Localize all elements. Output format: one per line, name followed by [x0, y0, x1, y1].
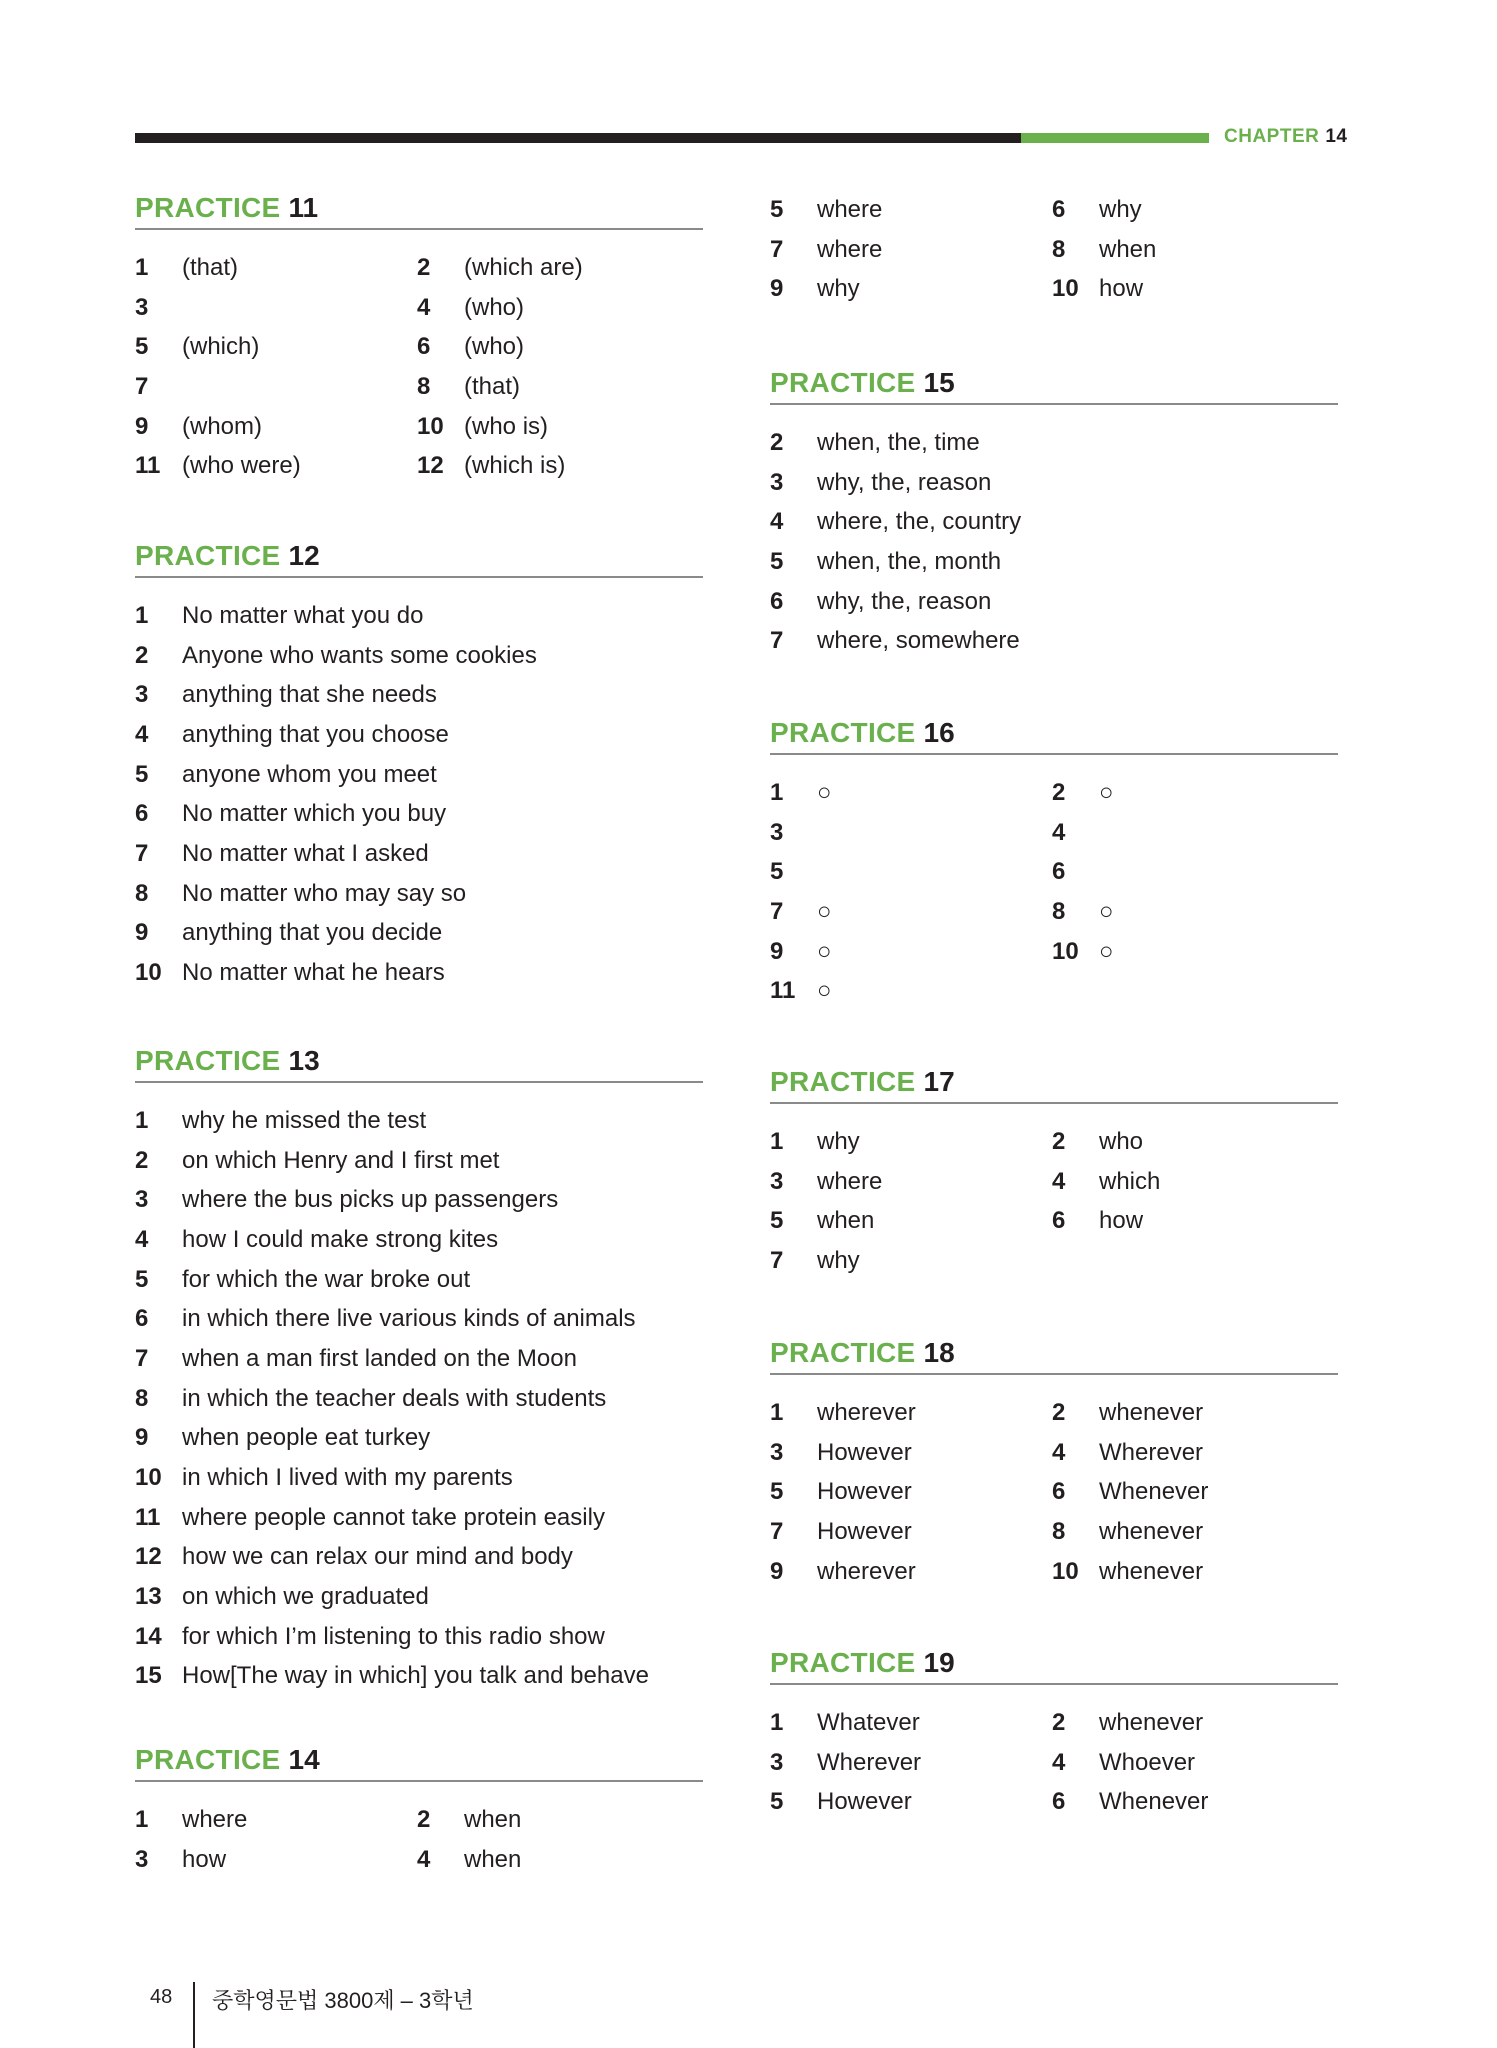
- answer-number: 5: [135, 760, 149, 788]
- header-rule-dark: [135, 133, 1021, 143]
- answer-number: 4: [1052, 818, 1066, 846]
- answer-item: [770, 1782, 1052, 1822]
- answer-text: where: [817, 235, 883, 263]
- answer-item: [1052, 269, 1338, 309]
- answer-number: 3: [135, 1845, 149, 1873]
- answer-text: No matter who may say so: [182, 879, 467, 907]
- answer-item: [770, 971, 1052, 1011]
- practice-19-heading: PRACTICE 19: [770, 1647, 1338, 1685]
- practice-12-answers: [135, 596, 703, 993]
- answer-number: 5: [135, 333, 149, 361]
- practice-14-answers-continued: [770, 190, 1338, 309]
- practice-11-answers: [135, 248, 703, 486]
- answer-number: 15: [135, 1662, 162, 1690]
- answer-item: [135, 715, 703, 755]
- practice-13-answers: [135, 1101, 703, 1696]
- answer-text: where: [817, 195, 883, 223]
- answer-text: wherever: [817, 1398, 916, 1426]
- answer-item: [135, 1800, 417, 1840]
- answer-text: ○: [1099, 778, 1114, 806]
- answer-text: when: [464, 1845, 522, 1873]
- practice-11-section: [135, 192, 703, 486]
- answer-text: anything that you decide: [182, 919, 443, 947]
- answer-item: [770, 892, 1052, 932]
- answer-number: 3: [770, 468, 784, 496]
- answer-text: Wherever: [817, 1748, 922, 1776]
- answer-number: 2: [135, 641, 149, 669]
- answer-text: However: [817, 1438, 912, 1466]
- answer-number: 8: [1052, 1517, 1066, 1545]
- footer-divider: [193, 1982, 195, 2048]
- answer-item: [1052, 892, 1338, 932]
- answer-number: 9: [770, 275, 784, 303]
- answer-number: 9: [135, 412, 149, 440]
- answer-number: 3: [135, 293, 149, 321]
- answer-number: 8: [417, 372, 431, 400]
- answer-item: [770, 852, 1052, 892]
- answer-number: 2: [770, 428, 784, 456]
- answer-number: 3: [770, 818, 784, 846]
- practice-15-heading: PRACTICE 15: [770, 367, 1338, 405]
- answer-item: [770, 1743, 1052, 1783]
- answer-text: how: [1099, 1207, 1144, 1235]
- answer-number: 4: [417, 293, 431, 321]
- answer-item: [135, 914, 703, 954]
- answer-text: No matter what he hears: [182, 959, 445, 987]
- answer-item: [1052, 1782, 1338, 1822]
- answer-number: 4: [770, 508, 784, 536]
- practice-17-section: [770, 1066, 1338, 1281]
- answer-number: 1: [135, 253, 149, 281]
- answer-number: 1: [135, 1805, 149, 1833]
- answer-number: 4: [417, 1845, 431, 1873]
- answer-item: [770, 582, 1338, 622]
- answer-text: on which Henry and I first met: [182, 1146, 500, 1174]
- answer-text: where, somewhere: [817, 627, 1020, 655]
- answer-item: [417, 248, 703, 288]
- answer-item: [770, 269, 1052, 309]
- practice-12-section: [135, 540, 703, 993]
- answer-item: [135, 834, 703, 874]
- answer-text: who: [1099, 1127, 1144, 1155]
- answer-text: wherever: [817, 1557, 916, 1585]
- answer-item: [770, 502, 1338, 542]
- answer-text: However: [817, 1517, 912, 1545]
- chapter-label: [1224, 126, 1347, 148]
- answer-item: [1052, 813, 1338, 853]
- answer-text: ○: [1099, 897, 1114, 925]
- answer-item: [135, 288, 417, 328]
- answer-item: [770, 1703, 1052, 1743]
- answer-text: how I could make strong kites: [182, 1225, 499, 1253]
- answer-number: 10: [1052, 937, 1079, 965]
- practice-16-answers: [770, 773, 1338, 1011]
- answer-text: why: [1099, 195, 1142, 223]
- answer-text: (which): [182, 333, 260, 361]
- answer-item: [417, 367, 703, 407]
- answer-number: 2: [1052, 778, 1066, 806]
- answer-item: [1052, 1743, 1338, 1783]
- answer-text: (who): [464, 293, 525, 321]
- answer-item: [135, 1617, 703, 1657]
- practice-11-heading: PRACTICE 11: [135, 192, 703, 230]
- answer-number: 7: [770, 235, 784, 263]
- answer-text: Whenever: [1099, 1478, 1209, 1506]
- answer-text: when: [817, 1207, 875, 1235]
- answer-text: (who is): [464, 412, 549, 440]
- answer-number: 7: [135, 839, 149, 867]
- answer-item: [770, 1201, 1052, 1241]
- answer-number: 7: [770, 1246, 784, 1274]
- answer-item: [1052, 190, 1338, 230]
- answer-text: (whom): [182, 412, 263, 440]
- answer-text: how: [182, 1845, 227, 1873]
- answer-number: 10: [1052, 1557, 1079, 1585]
- answer-item: [770, 1162, 1052, 1202]
- answer-number: 6: [1052, 1788, 1066, 1816]
- answer-item: [1052, 1512, 1338, 1552]
- answer-text: Whenever: [1099, 1788, 1209, 1816]
- answer-text: for which I’m listening to this radio show: [182, 1622, 605, 1650]
- practice-14-continued: [770, 190, 1338, 309]
- answer-number: 1: [135, 601, 149, 629]
- answer-number: 1: [770, 1127, 784, 1155]
- answer-number: 1: [770, 778, 784, 806]
- answer-item: [770, 813, 1052, 853]
- answer-number: 1: [770, 1398, 784, 1426]
- answer-number: 2: [1052, 1398, 1066, 1426]
- answer-item: [135, 1220, 703, 1260]
- answer-text: when a man first landed on the Moon: [182, 1344, 577, 1372]
- answer-number: 5: [770, 1788, 784, 1816]
- answer-text: No matter which you buy: [182, 800, 447, 828]
- answer-number: 7: [770, 897, 784, 925]
- answer-item: [770, 190, 1052, 230]
- answer-number: 10: [135, 1464, 162, 1492]
- answer-item: [770, 773, 1052, 813]
- answer-item: [770, 932, 1052, 972]
- answer-number: 8: [135, 1384, 149, 1412]
- answer-item: [1052, 1703, 1338, 1743]
- answer-text: where the bus picks up passengers: [182, 1186, 559, 1214]
- answer-item: [417, 407, 703, 447]
- answer-text: (that): [464, 372, 521, 400]
- answer-text: anyone whom you meet: [182, 760, 437, 788]
- answer-item: [770, 230, 1052, 270]
- answer-item: [1052, 1472, 1338, 1512]
- answer-text: (that): [182, 253, 239, 281]
- answer-item: [135, 953, 703, 993]
- answer-item: [770, 1472, 1052, 1512]
- answer-text: whenever: [1099, 1517, 1204, 1545]
- answer-item: [135, 446, 417, 486]
- answer-item: [1052, 1393, 1338, 1433]
- answer-number: 8: [1052, 897, 1066, 925]
- answer-item: [770, 423, 1338, 463]
- answer-number: 10: [1052, 275, 1079, 303]
- answer-item: [1052, 230, 1338, 270]
- answer-item: [770, 1122, 1052, 1162]
- answer-number: 4: [135, 1225, 149, 1253]
- answer-text: where people cannot take protein easily: [182, 1503, 605, 1531]
- answer-item: [417, 327, 703, 367]
- answer-text: why: [817, 275, 860, 303]
- answer-number: 3: [770, 1438, 784, 1466]
- answer-text: ○: [817, 897, 832, 925]
- answer-text: when: [464, 1805, 522, 1833]
- answer-item: [770, 1393, 1052, 1433]
- answer-number: 7: [770, 627, 784, 655]
- answer-item: [135, 327, 417, 367]
- answer-text: where: [182, 1805, 248, 1833]
- answer-number: 6: [135, 1305, 149, 1333]
- answer-text: where: [817, 1167, 883, 1195]
- answer-number: 8: [1052, 235, 1066, 263]
- answer-item: [135, 1538, 703, 1578]
- answer-number: 6: [1052, 1478, 1066, 1506]
- answer-number: 2: [1052, 1708, 1066, 1736]
- answer-text: Whatever: [817, 1708, 920, 1736]
- answer-number: 11: [135, 452, 161, 480]
- answer-item: [135, 1180, 703, 1220]
- answer-item: [770, 621, 1338, 661]
- answer-number: 3: [135, 681, 149, 709]
- answer-text: why he missed the test: [182, 1106, 427, 1134]
- answer-number: 8: [135, 879, 149, 907]
- answer-number: 2: [1052, 1127, 1066, 1155]
- answer-number: 6: [1052, 858, 1066, 886]
- answer-item: [770, 1512, 1052, 1552]
- practice-17-answers: [770, 1122, 1338, 1281]
- answer-number: 3: [770, 1748, 784, 1776]
- answer-text: when: [1099, 235, 1157, 263]
- answer-item: [135, 1141, 703, 1181]
- answer-item: [417, 1840, 703, 1880]
- answer-number: 9: [770, 937, 784, 965]
- answer-item: [135, 675, 703, 715]
- answer-text: However: [817, 1788, 912, 1816]
- answer-number: 5: [770, 547, 784, 575]
- practice-19-section: [770, 1647, 1338, 1822]
- header-rule-green: [1021, 133, 1209, 143]
- answer-number: 4: [1052, 1438, 1066, 1466]
- practice-15-answers: [770, 423, 1338, 661]
- practice-15-section: [770, 367, 1338, 661]
- answer-item: [1052, 1552, 1338, 1592]
- practice-12-heading: PRACTICE 12: [135, 540, 703, 578]
- answer-number: 5: [770, 1207, 784, 1235]
- answer-item: [1052, 932, 1338, 972]
- answer-number: 10: [417, 412, 444, 440]
- practice-13-heading: PRACTICE 13: [135, 1045, 703, 1083]
- answer-number: 7: [135, 372, 149, 400]
- chapter-word: CHAPTER: [1224, 126, 1320, 147]
- answer-item: [770, 542, 1338, 582]
- answer-text: How[The way in which] you talk and behave: [182, 1662, 649, 1690]
- practice-16-section: [770, 717, 1338, 1011]
- answer-number: 1: [770, 1708, 784, 1736]
- answer-item: [417, 1800, 703, 1840]
- answer-item: [135, 1657, 703, 1697]
- answer-item: [135, 1840, 417, 1880]
- answer-text: why: [817, 1127, 860, 1155]
- answer-text: in which I lived with my parents: [182, 1464, 513, 1492]
- answer-text: which: [1099, 1167, 1161, 1195]
- answer-text: No matter what I asked: [182, 839, 429, 867]
- answer-number: 6: [1052, 195, 1066, 223]
- answer-text: whenever: [1099, 1708, 1204, 1736]
- answer-number: 12: [135, 1543, 162, 1571]
- answer-text: ○: [817, 778, 832, 806]
- answer-number: 4: [1052, 1167, 1066, 1195]
- answer-item: [135, 407, 417, 447]
- answer-text: No matter what you do: [182, 601, 424, 629]
- answer-number: 6: [135, 800, 149, 828]
- answer-number: 6: [417, 333, 431, 361]
- answer-number: 1: [135, 1106, 149, 1134]
- answer-item: [135, 367, 417, 407]
- practice-19-answers: [770, 1703, 1338, 1822]
- answer-text: in which the teacher deals with students: [182, 1384, 607, 1412]
- answer-text: Wherever: [1099, 1438, 1204, 1466]
- answer-item: [135, 1379, 703, 1419]
- answer-item: [135, 1260, 703, 1300]
- answer-number: 9: [770, 1557, 784, 1585]
- answer-text: on which we graduated: [182, 1583, 429, 1611]
- answer-number: 3: [135, 1186, 149, 1214]
- answer-item: [1052, 852, 1338, 892]
- answer-number: 7: [770, 1517, 784, 1545]
- answer-item: [135, 1498, 703, 1538]
- answer-text: anything that you choose: [182, 720, 449, 748]
- answer-text: (who were): [182, 452, 301, 480]
- answer-number: 4: [135, 720, 149, 748]
- answer-number: 6: [1052, 1207, 1066, 1235]
- answer-number: 2: [417, 1805, 431, 1833]
- answer-item: [135, 1458, 703, 1498]
- answer-text: for which the war broke out: [182, 1265, 471, 1293]
- answer-text: (which is): [464, 452, 566, 480]
- answer-item: [1052, 1162, 1338, 1202]
- answer-text: why, the, reason: [817, 468, 992, 496]
- answer-text: why, the, reason: [817, 587, 992, 615]
- answer-item: [135, 794, 703, 834]
- answer-text: where, the, country: [817, 508, 1022, 536]
- practice-14-heading: PRACTICE 14: [135, 1744, 703, 1782]
- answer-item: [135, 1419, 703, 1459]
- answer-text: Whoever: [1099, 1748, 1196, 1776]
- answer-item: [135, 1299, 703, 1339]
- answer-number: 9: [135, 1424, 149, 1452]
- answer-text: whenever: [1099, 1398, 1204, 1426]
- answer-number: 3: [770, 1167, 784, 1195]
- answer-number: 5: [135, 1265, 149, 1293]
- answer-item: [135, 636, 703, 676]
- answer-text: when people eat turkey: [182, 1424, 431, 1452]
- answer-text: (which are): [464, 253, 583, 281]
- answer-number: 2: [417, 253, 431, 281]
- answer-number: 5: [770, 858, 784, 886]
- answer-text: when, the, month: [817, 547, 1002, 575]
- practice-14-answers: [135, 1800, 703, 1879]
- answer-text: (who): [464, 333, 525, 361]
- answer-item: [135, 248, 417, 288]
- answer-item: [770, 1552, 1052, 1592]
- answer-number: 5: [770, 1478, 784, 1506]
- answer-item: [1052, 773, 1338, 813]
- answer-item: [135, 1101, 703, 1141]
- answer-item: [417, 446, 703, 486]
- answer-item: [135, 755, 703, 795]
- answer-text: how we can relax our mind and body: [182, 1543, 573, 1571]
- answer-item: [770, 463, 1338, 503]
- answer-text: why: [817, 1246, 860, 1274]
- answer-number: 4: [1052, 1748, 1066, 1776]
- answer-number: 10: [135, 959, 162, 987]
- book-title: 중학영문법 3800제 – 3학년: [212, 1988, 474, 2013]
- practice-18-heading: PRACTICE 18: [770, 1337, 1338, 1375]
- answer-item: [135, 596, 703, 636]
- answer-text: However: [817, 1478, 912, 1506]
- answer-item: [770, 1433, 1052, 1473]
- answer-number: 5: [770, 195, 784, 223]
- answer-text: anything that she needs: [182, 681, 437, 709]
- answer-item: [135, 1577, 703, 1617]
- answer-item: [1052, 1201, 1338, 1241]
- answer-number: 9: [135, 919, 149, 947]
- practice-17-heading: PRACTICE 17: [770, 1066, 1338, 1104]
- answer-number: 6: [770, 587, 784, 615]
- answer-number: 7: [135, 1344, 149, 1372]
- answer-item: [1052, 1433, 1338, 1473]
- answer-item: [135, 874, 703, 914]
- practice-16-heading: PRACTICE 16: [770, 717, 1338, 755]
- practice-14-section: [135, 1744, 703, 1879]
- chapter-number: 14: [1325, 126, 1348, 147]
- practice-18-answers: [770, 1393, 1338, 1591]
- page-number: 48: [150, 1986, 173, 2008]
- answer-number: 12: [417, 452, 444, 480]
- answer-item: [770, 1241, 1052, 1281]
- answer-number: 14: [135, 1622, 162, 1650]
- answer-number: 11: [135, 1503, 161, 1531]
- answer-text: ○: [817, 977, 832, 1005]
- answer-text: when, the, time: [817, 428, 980, 456]
- answer-item: [1052, 1122, 1338, 1162]
- answer-text: in which there live various kinds of animals: [182, 1305, 636, 1333]
- practice-18-section: [770, 1337, 1338, 1591]
- answer-number: 13: [135, 1583, 162, 1611]
- answer-text: Anyone who wants some cookies: [182, 641, 537, 669]
- answer-item: [417, 288, 703, 328]
- answer-text: ○: [817, 937, 832, 965]
- practice-13-section: [135, 1045, 703, 1696]
- answer-text: whenever: [1099, 1557, 1204, 1585]
- answer-text: how: [1099, 275, 1144, 303]
- answer-item: [135, 1339, 703, 1379]
- answer-number: 2: [135, 1146, 149, 1174]
- answer-number: 11: [770, 977, 796, 1005]
- answer-text: ○: [1099, 937, 1114, 965]
